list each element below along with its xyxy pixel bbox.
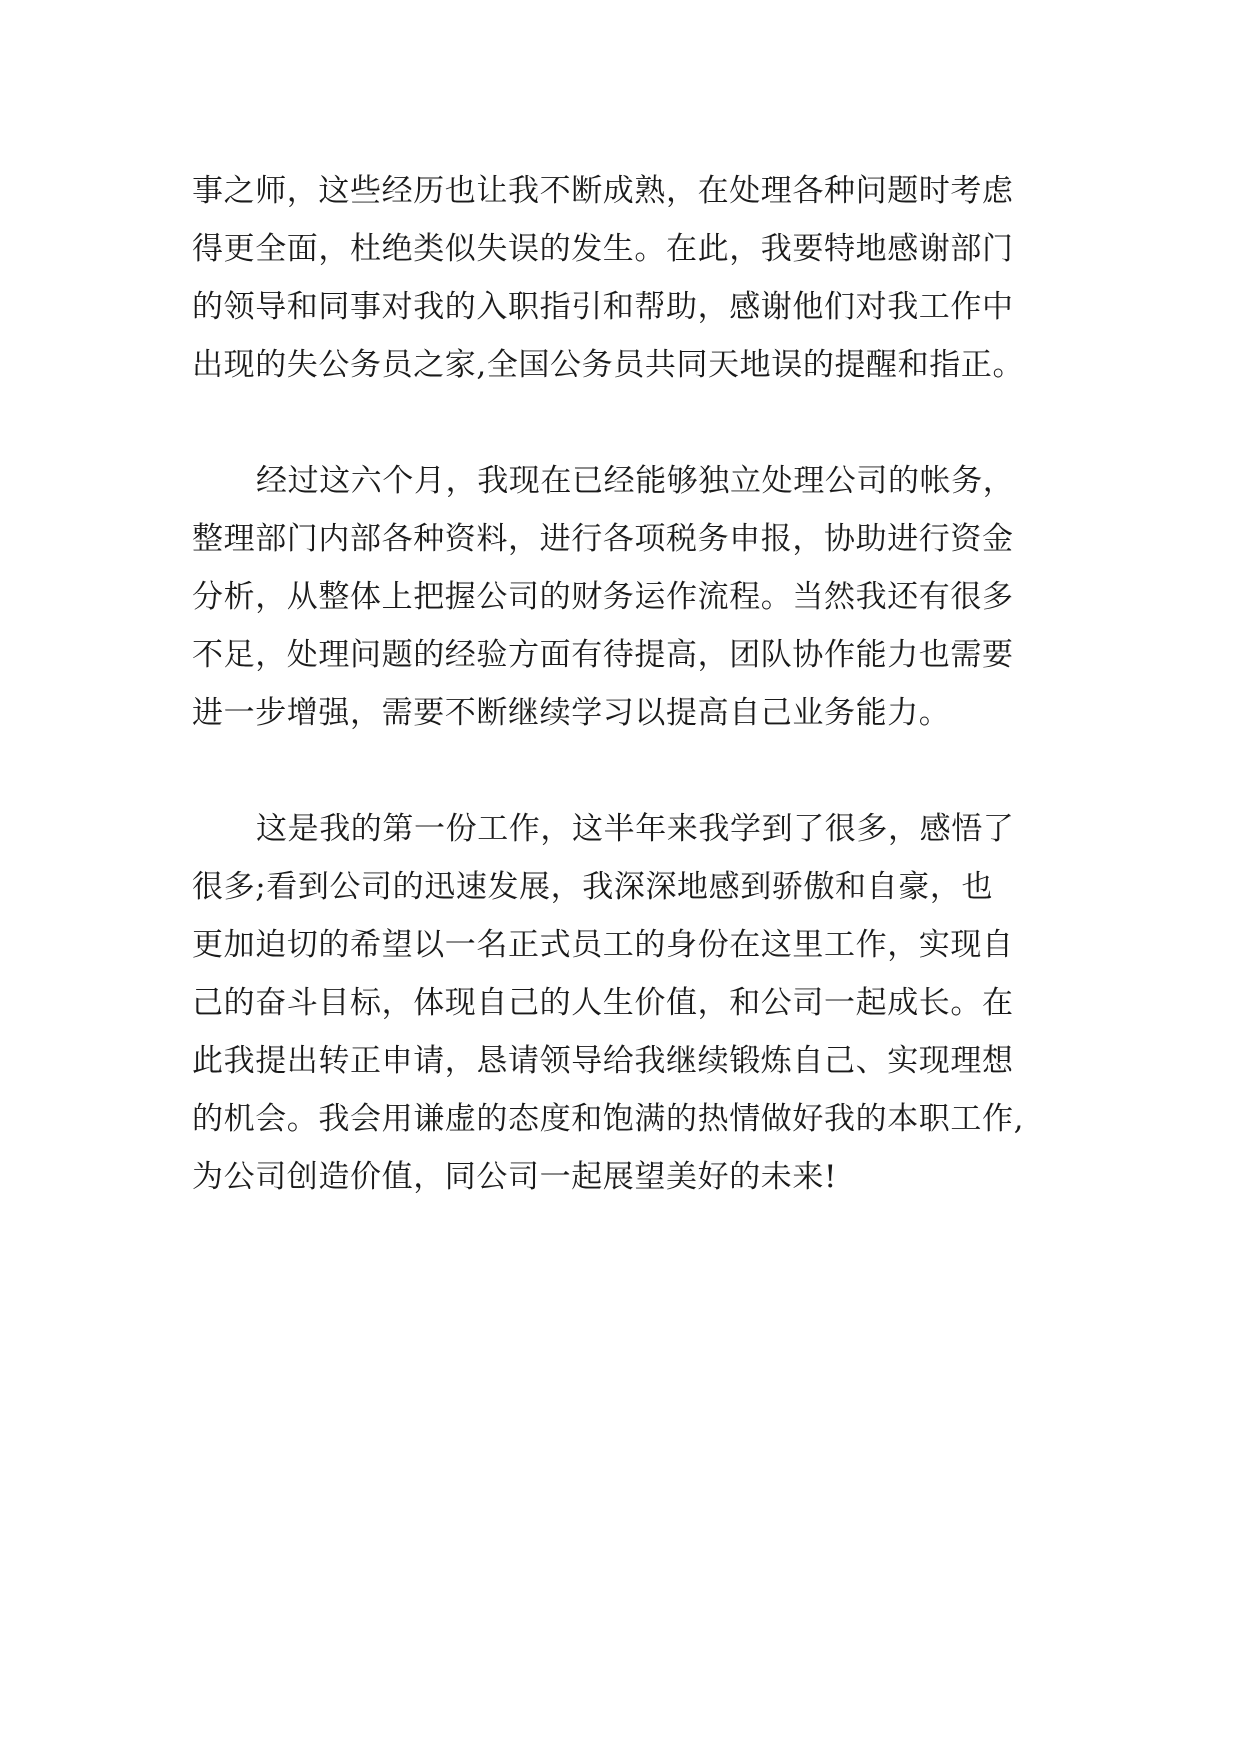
paragraph-line: 的机会。我会用谦虚的态度和饱满的热情做好我的本职工作, [192,1101,1025,1137]
paragraph-line: 为公司创造价值，同公司一起展望美好的未来! [192,1159,838,1195]
paragraph-line: 此我提出转正申请，恳请领导给我继续锻炼自己、实现理想 [192,1043,1014,1079]
paragraph-1 [192,162,1072,394]
paragraph-line: 很多;看到公司的迅速发展，我深深地感到骄傲和自豪，也 [192,869,994,905]
paragraph-line: 己的奋斗目标，体现自己的人生价值，和公司一起成长。在 [192,985,1014,1021]
paragraph-line: 进一步增强，需要不断继续学习以提高自己业务能力。 [192,695,951,731]
paragraph-line: 得更全面，杜绝类似失误的发生。在此，我要特地感谢部门 [192,231,1014,267]
paragraph-line: 这是我的第一份工作，这半年来我学到了很多，感悟了 [256,811,1015,847]
paragraph-3 [192,800,1072,1206]
paragraph-line: 更加迫切的希望以一名正式员工的身份在这里工作，实现自 [192,927,1014,963]
paragraph-line: 出现的失公务员之家,全国公务员共同天地误的提醒和指正。 [192,347,1025,383]
paragraph-line: 不足，处理问题的经验方面有待提高，团队协作能力也需要 [192,637,1014,673]
paragraph-line: 整理部门内部各种资料，进行各项税务申报，协助进行资金 [192,521,1014,557]
paragraph-line: 经过这六个月，我现在已经能够独立处理公司的帐务， [256,463,1015,499]
paragraph-line: 事之师，这些经历也让我不断成熟，在处理各种问题时考虑 [192,173,1014,209]
paragraph-2 [192,452,1072,742]
document-body [192,162,1072,1264]
paragraph-line: 的领导和同事对我的入职指引和帮助，感谢他们对我工作中 [192,289,1014,325]
paragraph-line: 分析，从整体上把握公司的财务运作流程。当然我还有很多 [192,579,1014,615]
